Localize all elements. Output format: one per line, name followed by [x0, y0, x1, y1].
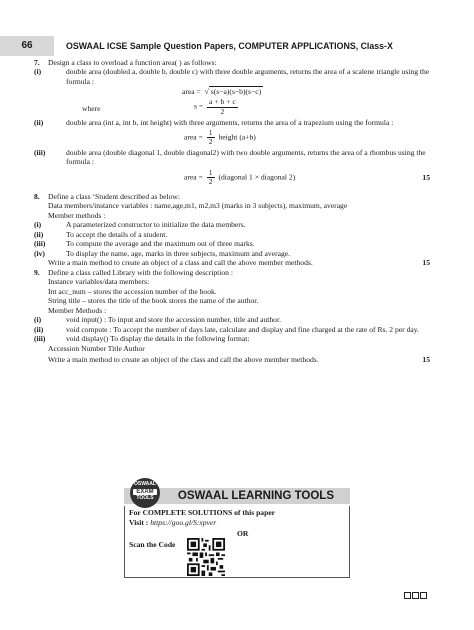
q8-item: (iii) To compute the average and the maximum out of three marks. — [34, 239, 255, 249]
q8-marks: 15 — [422, 258, 430, 268]
q8-members: Data members/instance variables : name,age,m1, m2,m3 (marks in 3 subjects), maximum, average — [48, 201, 348, 211]
q8-item: (i) A parameterized constructor to initialize the data members. — [34, 220, 246, 230]
q9-var2: String title – stores the title of the book stores the name of the author. — [48, 296, 259, 306]
q8-number: 8. — [34, 191, 40, 201]
q8-methods-heading: Member methods : — [48, 210, 106, 220]
q9-number: 9. — [34, 267, 40, 277]
q9-methods-heading: Member Methods : — [48, 305, 107, 315]
learning-tools-title: OSWAAL LEARNING TOOLS — [124, 488, 350, 504]
q8-stem: 8. Define a class ‘Student described as below: — [34, 191, 181, 201]
page-header — [0, 36, 474, 56]
questions-body — [34, 58, 430, 365]
learning-tools-box — [124, 478, 350, 578]
q7-item-i: (i) double area (doubled a, double b, double c) with three double arguments, returns the area of a scalene triangle using the formula : — [34, 67, 430, 86]
q9-item: (i) void input() : To input and store the accession number, title and author. — [34, 315, 281, 325]
q7-item-ii: (ii) double area (int a, int b, int height) with three arguments, returns the area of a trapezium using the formula : — [34, 118, 394, 128]
q7-formula-s: where s = $\frac{a + b + c}{2}$ — [82, 97, 236, 116]
or-text: OR — [237, 529, 249, 538]
q9-marks: 15 — [422, 355, 430, 365]
q7-formula-iii: area = $\frac{1}{2}$ (diagonal 1 × diagonal 2) 15 — [184, 167, 430, 187]
visit-line: Visit : https://goo.gl/S:xpver — [129, 518, 217, 527]
square-icon — [412, 592, 419, 599]
q7-marks: 15 — [422, 172, 430, 182]
q7-item-iii: (iii) double area (double diagonal 1, double diagonal2) with two double arguments, returns the area of a rhombus using the formula : — [34, 147, 426, 167]
square-icon — [420, 592, 427, 599]
q9-main: Write a main method to create an object of the class and call the above member methods. 15 — [48, 355, 430, 365]
learning-tools-body — [124, 506, 350, 578]
end-of-page-marks — [404, 592, 434, 600]
q9-var1: Int acc_num – stores the accession number of the book. — [48, 286, 217, 296]
q9-format: Accession Number Title Author — [48, 343, 145, 353]
q9-stem: 9. Define a class called Library with the following description : — [34, 267, 233, 277]
q8-item: (ii) To accept the details of a student. — [34, 229, 168, 239]
q7-number: 7. — [34, 58, 40, 67]
q9-item: (ii) void compute : To accept the number of days late, calculate and display and fine charged at the rate of Rs. 2 per day. — [34, 324, 419, 334]
square-icon — [404, 592, 411, 599]
q9-vars-heading: Instance variables/data members: — [48, 277, 150, 287]
running-title: OSWAAL ICSE Sample Question Papers, COMPUTER APPLICATIONS, Class-X — [66, 41, 393, 51]
solutions-line: For COMPLETE SOLUTIONS of this paper — [129, 508, 276, 517]
q9-item: (iii) void display() To display the details in the following format: — [34, 334, 250, 344]
qr-code-icon[interactable] — [187, 538, 225, 576]
q8-item: (iv) To display the name, age, marks in three subjects, maximum and average. — [34, 248, 291, 258]
exam-tools-badge-icon: OSWAAL EXAM TOOLS — [130, 478, 160, 508]
q7-formula-ii: area = $\frac{1}{2}$ height (a+b) — [184, 127, 256, 147]
scan-label: Scan the Code — [129, 540, 176, 549]
page-number: 66 — [0, 36, 54, 56]
solutions-link[interactable]: https://goo.gl/S:xpver — [150, 518, 217, 527]
q7-stem: 7. Design a class to overload a function area( ) as follows: — [34, 58, 217, 67]
q8-main: Write a main method to create an object of a class and call the above member methods. 15 — [48, 258, 430, 268]
q7-formula-i: area = √ s(s−a)(s−b)(s−c) — [182, 87, 262, 97]
